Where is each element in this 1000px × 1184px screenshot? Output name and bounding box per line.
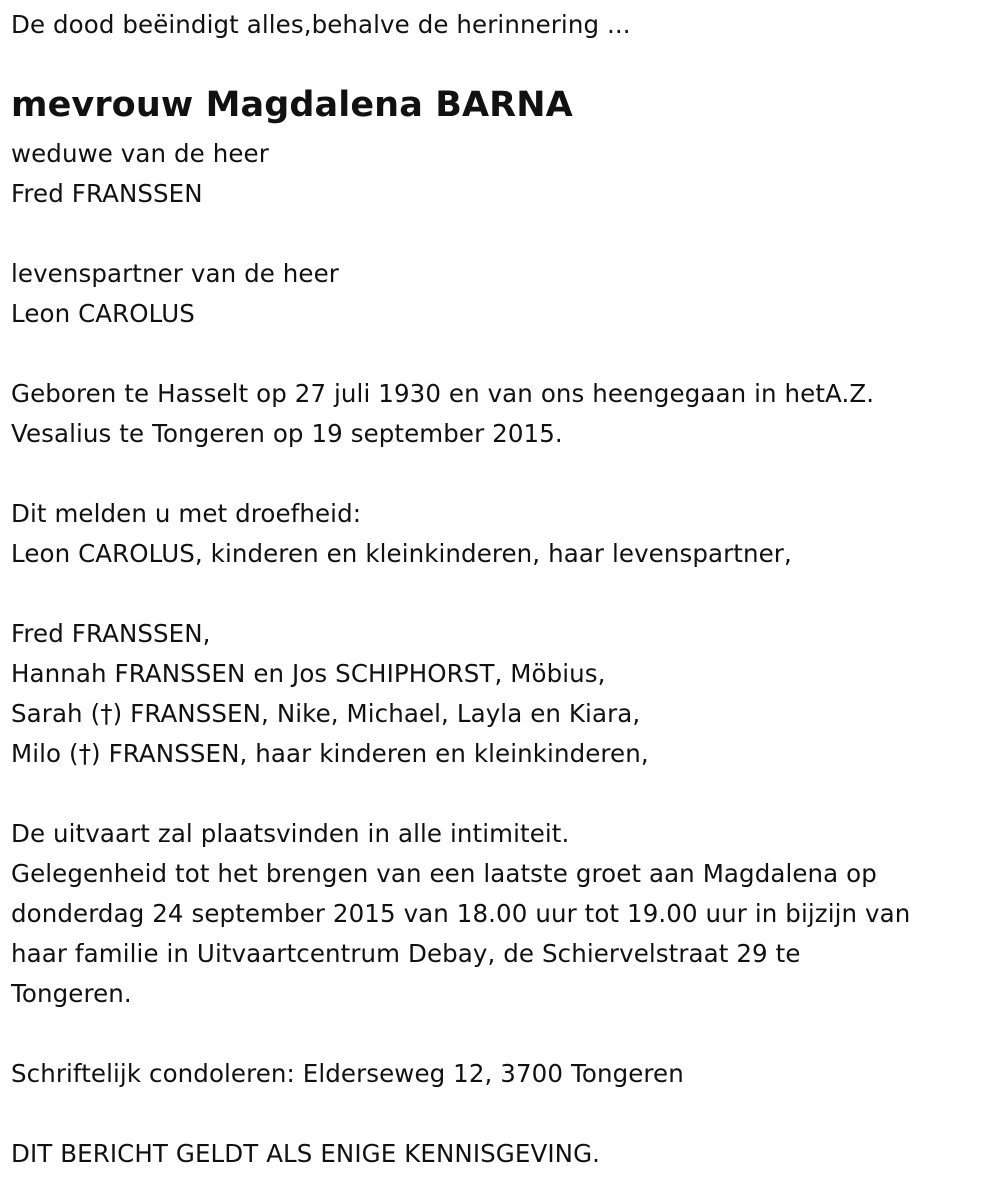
funeral-line: Tongeren. [11,979,132,1008]
deceased-name: mevrouw Magdalena BARNA [11,85,573,125]
opening-quote: De dood beëindigt alles,behalve de herinnering ... [11,10,631,39]
birth-death-line: Vesalius te Tongeren op 19 september 2015. [11,419,563,448]
announce-intro: Dit melden u met droefheid: [11,499,362,528]
closing-statement: DIT BERICHT GELDT ALS ENIGE KENNISGEVING. [11,1139,601,1168]
funeral-line: haar familie in Uitvaartcentrum Debay, de Schiervelstraat 29 te [11,939,801,968]
funeral-line: donderdag 24 september 2015 van 18.00 uur tot 19.00 uur in bijzijn van [11,899,911,928]
family-line: Sarah (†) FRANSSEN, Nike, Michael, Layla en Kiara, [11,699,641,728]
family-line: Hannah FRANSSEN en Jos SCHIPHORST, Möbius, [11,659,606,688]
condolence-address: Schriftelijk condoleren: Elderseweg 12, 3700 Tongeren [11,1059,684,1088]
family-line: Fred FRANSSEN, [11,619,211,648]
partner-label: levenspartner van de heer [11,259,339,288]
partner-name: Leon CAROLUS [11,299,195,328]
funeral-line: Gelegenheid tot het brengen van een laatste groet aan Magdalena op [11,859,877,888]
widow-of-name: Fred FRANSSEN [11,179,203,208]
birth-death-line: Geboren te Hasselt op 27 juli 1930 en van ons heengegaan in hetA.Z. [11,379,875,408]
announce-partner: Leon CAROLUS, kinderen en kleinkinderen, haar levenspartner, [11,539,792,568]
widow-of-label: weduwe van de heer [11,139,269,168]
funeral-line: De uitvaart zal plaatsvinden in alle intimiteit. [11,819,570,848]
family-line: Milo (†) FRANSSEN, haar kinderen en kleinkinderen, [11,739,649,768]
